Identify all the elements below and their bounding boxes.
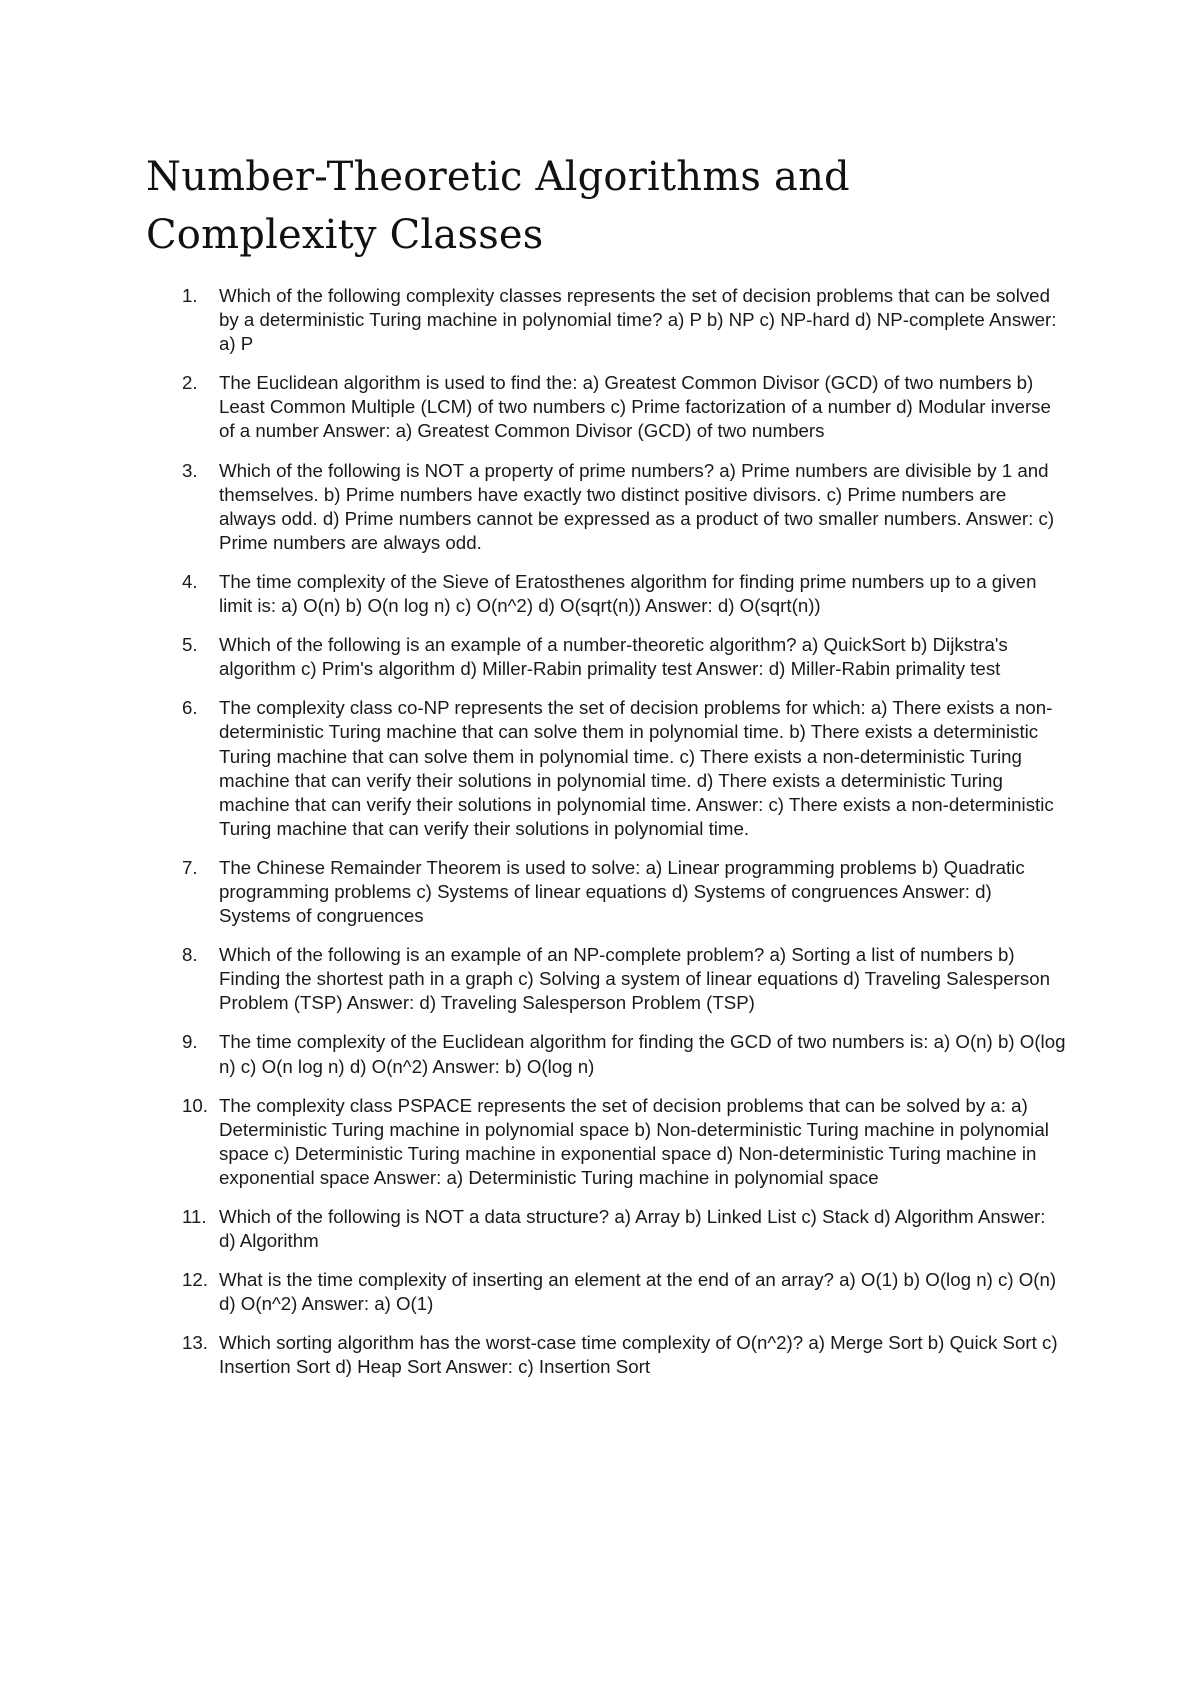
question-list (146, 284, 1066, 1395)
question-text: Which of the following is an example of an NP-complete problem? a) Sorting a list of numbers b) Finding the shortest path in a graph c) Solving a system of linear equations d) Traveling Salesperson Problem (TSP) Answer: d) Traveling Salesperson Problem (TSP) (219, 944, 1051, 1014)
list-item (146, 1094, 1066, 1190)
question-text: Which of the following is an example of a number-theoretic algorithm? a) QuickSort b) Dijkstra's algorithm c) Prim's algorithm d) Miller-Rabin primality test Answer: d) Miller-Rabin primality test (219, 634, 1008, 680)
question-number: 13. (182, 1332, 208, 1354)
question-number: 7. (182, 856, 198, 878)
list-item (146, 1030, 1066, 1078)
question-text: The complexity class co-NP represents the set of decision problems for which: a) There exists a non-deterministic Turing machine that can solve them in polynomial time. b) There exists a deterministic Turing machine that can solve them in polynomial time. c) There exists a non-deterministic Turing machine that can verify their solutions in polynomial time. d) There exists a deterministic Turing machine that can verify their solutions in polynomial time. Answer: c) There exists a non-deterministic Turing machine that can verify their solutions in polynomial time. (219, 697, 1054, 839)
question-text: Which of the following is NOT a property of prime numbers? a) Prime numbers are divisible by 1 and themselves. b) Prime numbers have exactly two distinct positive divisors. c) Prime numbers are always odd. d) Prime numbers cannot be expressed as a product of two smaller numbers. Answer: c) Prime numbers are always odd. (219, 459, 1055, 553)
list-item (146, 696, 1066, 841)
question-text: Which sorting algorithm has the worst-case time complexity of O(n^2)? a) Merge Sort b) Quick Sort c) Insertion Sort d) Heap Sort Answer: c) Insertion Sort (219, 1332, 1058, 1378)
list-item (146, 371, 1066, 443)
list-item (146, 1331, 1066, 1379)
list-item (146, 1205, 1066, 1253)
question-number: 12. (182, 1269, 208, 1291)
question-number: 8. (182, 944, 198, 966)
question-text: What is the time complexity of inserting an element at the end of an array? a) O(1) b) O(log n) c) O(n) d) O(n^2) Answer: a) O(1) (219, 1269, 1057, 1315)
list-item (146, 943, 1066, 1015)
question-text: The time complexity of the Sieve of Eratosthenes algorithm for finding prime numbers up to a given limit is: a) O(n) b) O(n log n) c) O(n^2) d) O(sqrt(n)) Answer: d) O(sqrt(n)) (219, 570, 1037, 617)
list-item (146, 856, 1066, 928)
list-item (146, 570, 1066, 618)
question-text: The Euclidean algorithm is used to find the: a) Greatest Common Divisor (GCD) of two numbers b) Least Common Multiple (LCM) of two numbers c) Prime factorization of a number d) Modular inverse of a number Answer: a) Greatest Common Divisor (GCD) of two numbers (219, 372, 1051, 442)
question-number: 1. (182, 285, 198, 306)
question-number: 6. (182, 697, 198, 719)
question-number: 5. (182, 634, 198, 656)
question-number: 11. (182, 1206, 207, 1227)
page-title: Number-Theoretic Algorithms and Complexity Classes (146, 154, 850, 258)
list-item (146, 633, 1066, 681)
question-number: 2. (182, 372, 198, 394)
question-text: Which of the following is NOT a data structure? a) Array b) Linked List c) Stack d) Algorithm Answer: d) Algorithm (219, 1206, 1046, 1252)
list-item (146, 459, 1066, 555)
question-number: 4. (182, 570, 198, 592)
question-text: The Chinese Remainder Theorem is used to solve: a) Linear programming problems b) Quadratic programming problems c) Systems of linear equations d) Systems of congruences Answer: d) Systems of congruences (219, 856, 1025, 927)
question-text: Which of the following complexity classes represents the set of decision problems that can be solved by a deterministic Turing machine in polynomial time? a) P b) NP c) NP-hard d) NP-complete Answer: a) P (219, 285, 1057, 355)
question-text: The complexity class PSPACE represents the set of decision problems that can be solved by a: a) Deterministic Turing machine in polynomial space b) Non-deterministic Turing machine in polynomial space c) Deterministic Turing machine in exponential space d) Non-deterministic Turing machine in exponential space Answer: a) Deterministic Turing machine in polynomial space (219, 1094, 1049, 1188)
list-item (146, 1268, 1066, 1316)
question-number: 10. (182, 1094, 208, 1116)
question-number: 9. (182, 1031, 198, 1053)
question-number: 3. (182, 459, 198, 481)
list-item (146, 284, 1066, 356)
question-text: The time complexity of the Euclidean algorithm for finding the GCD of two numbers is: a) O(n) b) O(log n) c) O(n log n) d) O(n^2) Answer: b) O(log n) (219, 1031, 1066, 1077)
